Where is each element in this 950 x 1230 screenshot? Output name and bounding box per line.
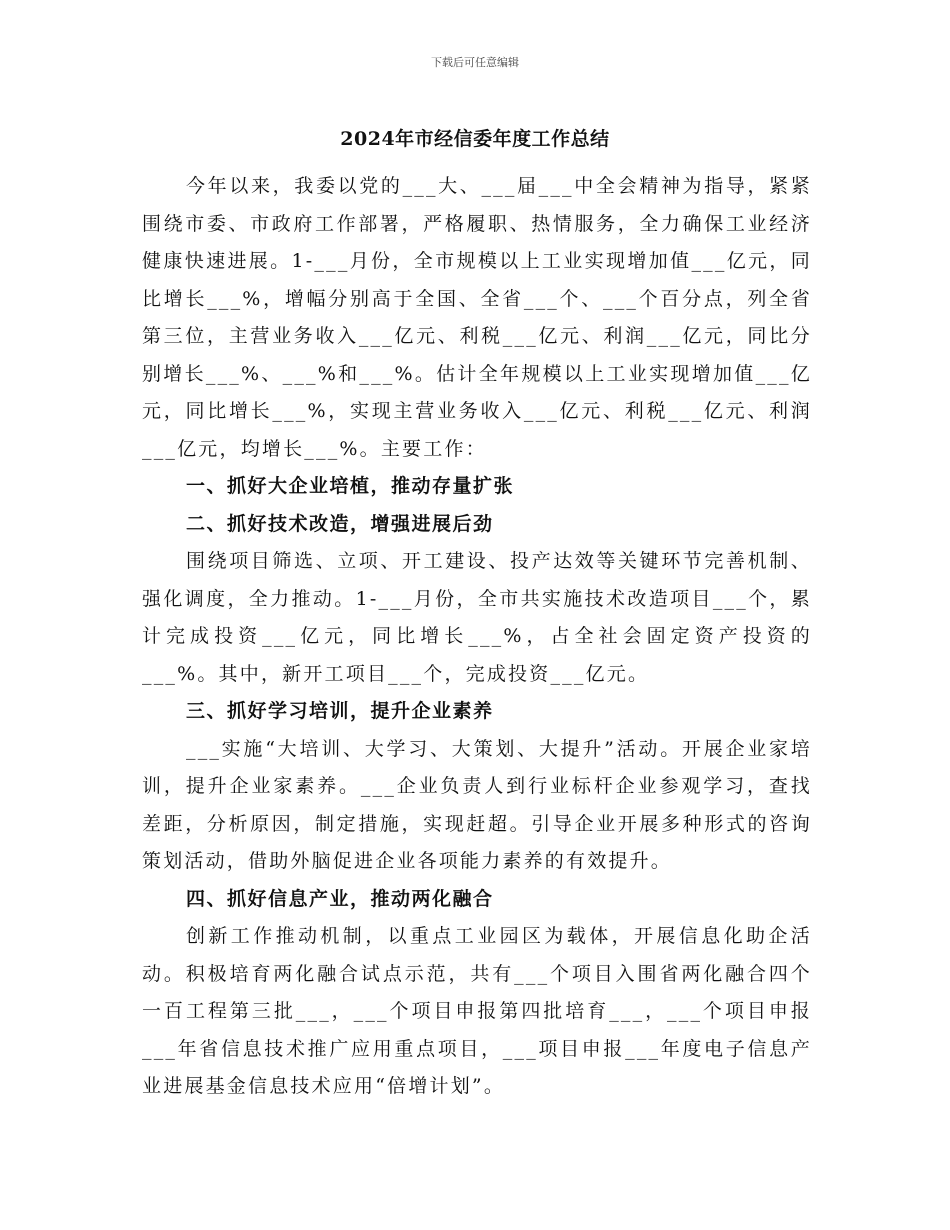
section-heading-4: 四、抓好信息产业，推动两化融合 <box>186 887 494 910</box>
document-body <box>142 168 812 1106</box>
section-4-paragraph: 创新工作推动机制，以重点工业园区为载体，开展信息化助企活动。积极培育两化融合试点示范，共有___个项目入围省两化融合四个一百工程第三批___，___个项目申报第四批培育___，___个项目申报___年省信息技术推广应用重点项目，___项目申报___年度电子信息产业进展基金信息技术应用“倍增计划”。 <box>142 925 812 1097</box>
document-title: 2024年市经信委年度工作总结 <box>340 128 610 150</box>
section-3-paragraph: ___实施“大培训、大学习、大策划、大提升”活动。开展企业家培训，提升企业家素养。___企业负责人到行业标杆企业参观学习，查找差距，分析原因，制定措施，实现赶超。引导企业开展多种形式的咨询策划活动，借助外脑促进企业各项能力素养的有效提升。 <box>142 737 812 872</box>
page-header-note: 下载后可任意编辑 <box>431 56 519 69</box>
section-heading-2: 二、抓好技术改造，增强进展后劲 <box>186 512 494 535</box>
section-heading-1: 一、抓好大企业培植，推动存量扩张 <box>186 475 515 497</box>
section-2-paragraph: 围绕项目筛选、立项、开工建设、投产达效等关键环节完善机制、强化调度，全力推动。1-___月份，全市共实施技术改造项目___个，累计完成投资___亿元，同比增长___%，占全社会固定资产投资的___%。其中，新开工项目___个，完成投资___亿元。 <box>142 550 812 685</box>
section-heading-3: 三、抓好学习培训，提升企业素养 <box>186 700 494 722</box>
intro-paragraph: 今年以来，我委以党的___大、___届___中全会精神为指导，紧紧围绕市委、市政府工作部署，严格履职、热情服务，全力确保工业经济健康快速进展。1-___月份，全市规模以上工业实现增加值___亿元，同比增长___%，增幅分别高于全国、全省___个、___个百分点，列全省第三位，主营业务收入___亿元、利税___亿元、利润___亿元，同比分别增长___%、___%和___%。估计全年规模以上工业实现增加值___亿元，同比增长___%，实现主营业务收入___亿元、利税___亿元、利润___亿元，均增长___%。主要工作： <box>142 175 812 460</box>
